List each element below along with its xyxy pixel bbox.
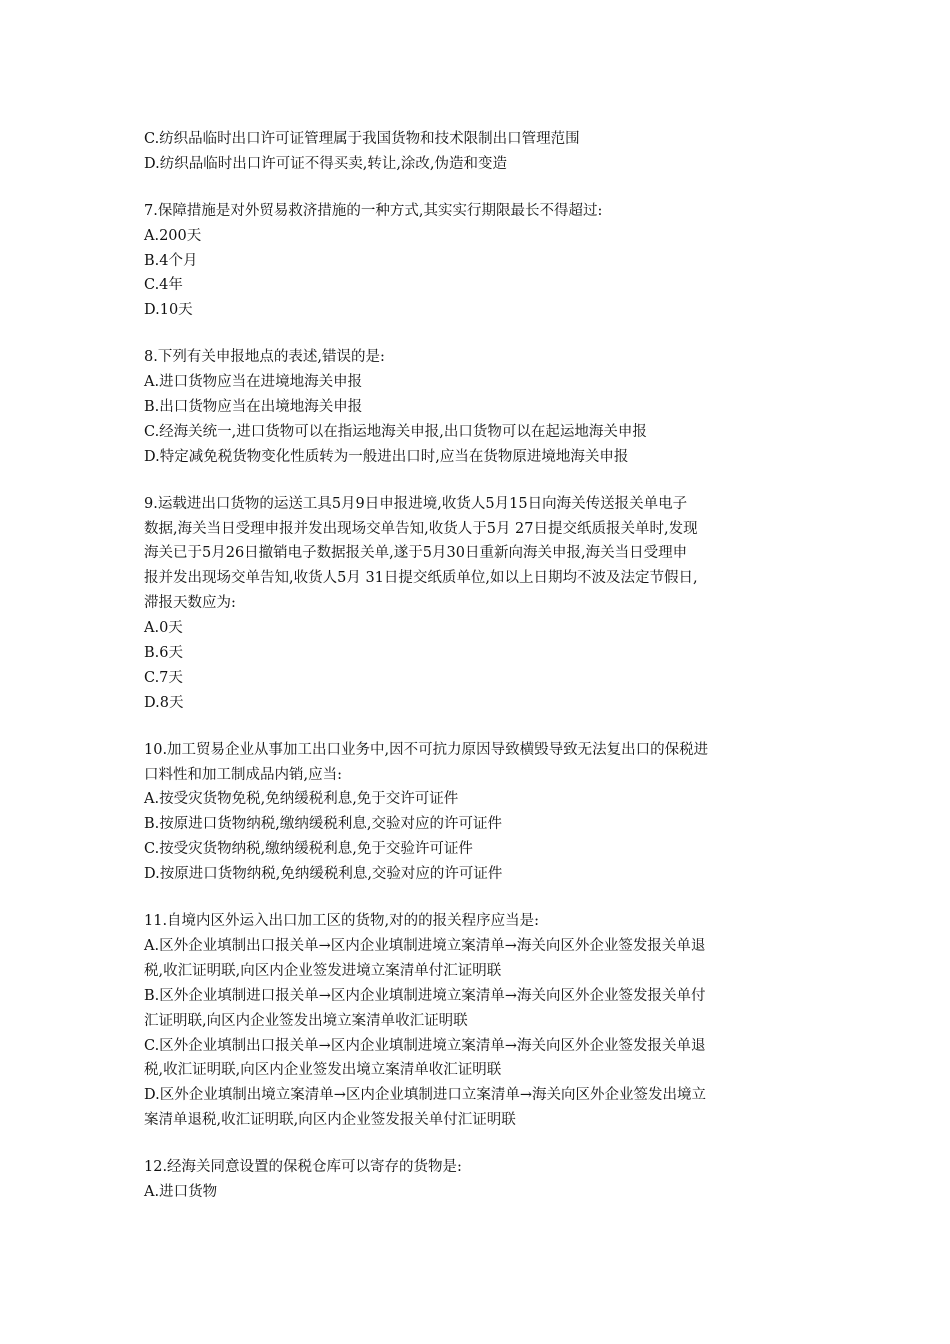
q9-stem-line: 海关已于5月26日撤销电子数据报关单,遂于5月30日重新向海关申报,海关当日受理申 xyxy=(144,545,688,562)
q11-option-c-line: C.区外企业填制出口报关单→区内企业填制进境立案清单→海关向区外企业签发报关单退 xyxy=(144,1037,706,1054)
q10-option-c: C.按受灾货物纳税,缴纳缓税利息,免于交验许可证件 xyxy=(144,841,473,858)
q9-option-d: D.8天 xyxy=(144,694,184,711)
q7-option-d: D.10天 xyxy=(144,302,193,319)
paragraph-gap xyxy=(144,716,814,738)
q9-stem-line: 报并发出现场交单告知,收货人5月 31日提交纸质单位,如以上日期均不波及法定节假日, xyxy=(144,570,698,587)
paragraph-gap xyxy=(144,177,814,199)
q7-stem: 7.保障措施是对外贸易救济措施的一种方式,其实实行期限最长不得超过: xyxy=(144,202,603,219)
q6-option-c: C.纺织品临时出口许可证管理属于我国货物和技术限制出口管理范围 xyxy=(144,131,580,147)
q10-stem-line: 口料性和加工制成品内销,应当: xyxy=(144,766,342,783)
q11-option-b-line: B.区外企业填制进口报关单→区内企业填制进境立案清单→海关向区外企业签发报关单付 xyxy=(144,987,706,1004)
q7-option-a: A.200天 xyxy=(144,227,202,244)
q11-stem: 11.自境内区外运入出口加工区的货物,对的的报关程序应当是: xyxy=(144,913,540,930)
document-page xyxy=(144,127,814,1205)
q9-option-b: B.6天 xyxy=(144,645,183,662)
paragraph-gap xyxy=(144,887,814,909)
q7-option-b: B.4个月 xyxy=(144,252,198,269)
q10-option-a: A.按受灾货物免税,免纳缓税利息,免于交许可证件 xyxy=(144,791,459,808)
q11-option-a-line: 税,收汇证明联,向区内企业签发进境立案清单付汇证明联 xyxy=(144,962,502,979)
q8-option-b: B.出口货物应当在出境地海关申报 xyxy=(144,399,363,416)
q11-option-b-line: 汇证明联,向区内企业签发出境立案清单收汇证明联 xyxy=(144,1012,468,1029)
q8-stem: 8.下列有关申报地点的表述,错误的是: xyxy=(144,349,385,366)
q11-option-d-line: D.区外企业填制出境立案清单→区内企业填制进口立案清单→海关向区外企业签发出境立 xyxy=(144,1087,707,1104)
q11-option-c-line: 税,收汇证明联,向区内企业签发出境立案清单收汇证明联 xyxy=(144,1062,502,1079)
q7-option-c: C.4年 xyxy=(144,277,183,294)
q9-option-c: C.7天 xyxy=(144,669,183,686)
q10-option-b: B.按原进口货物纳税,缴纳缓税利息,交验对应的许可证件 xyxy=(144,816,502,833)
q10-stem-line: 10.加工贸易企业从事加工出口业务中,因不可抗力原因导致横毁导致无法复出口的保税进 xyxy=(144,741,709,758)
paragraph-gap xyxy=(144,323,814,345)
q9-option-a: A.0天 xyxy=(144,620,183,637)
q12-stem: 12.经海关同意设置的保税仓库可以寄存的货物是: xyxy=(144,1159,462,1176)
q12-option-a: A.进口货物 xyxy=(144,1183,218,1200)
q8-option-a: A.进口货物应当在进境地海关申报 xyxy=(144,374,363,391)
paragraph-gap xyxy=(144,470,814,492)
q8-option-d: D.特定减免税货物变化性质转为一般进出口时,应当在货物原进境地海关申报 xyxy=(144,448,629,465)
q11-option-d-line: 案清单退税,收汇证明联,向区内企业签发报关单付汇证明联 xyxy=(144,1112,516,1129)
q6-option-d: D.纺织品临时出口许可证不得买卖,转让,涂改,伪造和变造 xyxy=(144,155,508,172)
q9-stem-line: 数据,海关当日受理申报并发出现场交单告知,收货人于5月 27日提交纸质报关单时,发现 xyxy=(144,520,698,537)
q9-stem-line: 滞报天数应为: xyxy=(144,595,236,612)
q9-stem-line: 9.运载进出口货物的运送工具5月9日申报进境,收货人5月15日向海关传送报关单电子 xyxy=(144,495,688,512)
paragraph-gap xyxy=(144,1133,814,1155)
q8-option-c: C.经海关统一,进口货物可以在指运地海关申报,出口货物可以在起运地海关申报 xyxy=(144,423,647,440)
q11-option-a-line: A.区外企业填制出口报关单→区内企业填制进境立案清单→海关向区外企业签发报关单退 xyxy=(144,937,706,954)
q10-option-d: D.按原进口货物纳税,免纳缓税利息,交验对应的许可证件 xyxy=(144,866,503,883)
